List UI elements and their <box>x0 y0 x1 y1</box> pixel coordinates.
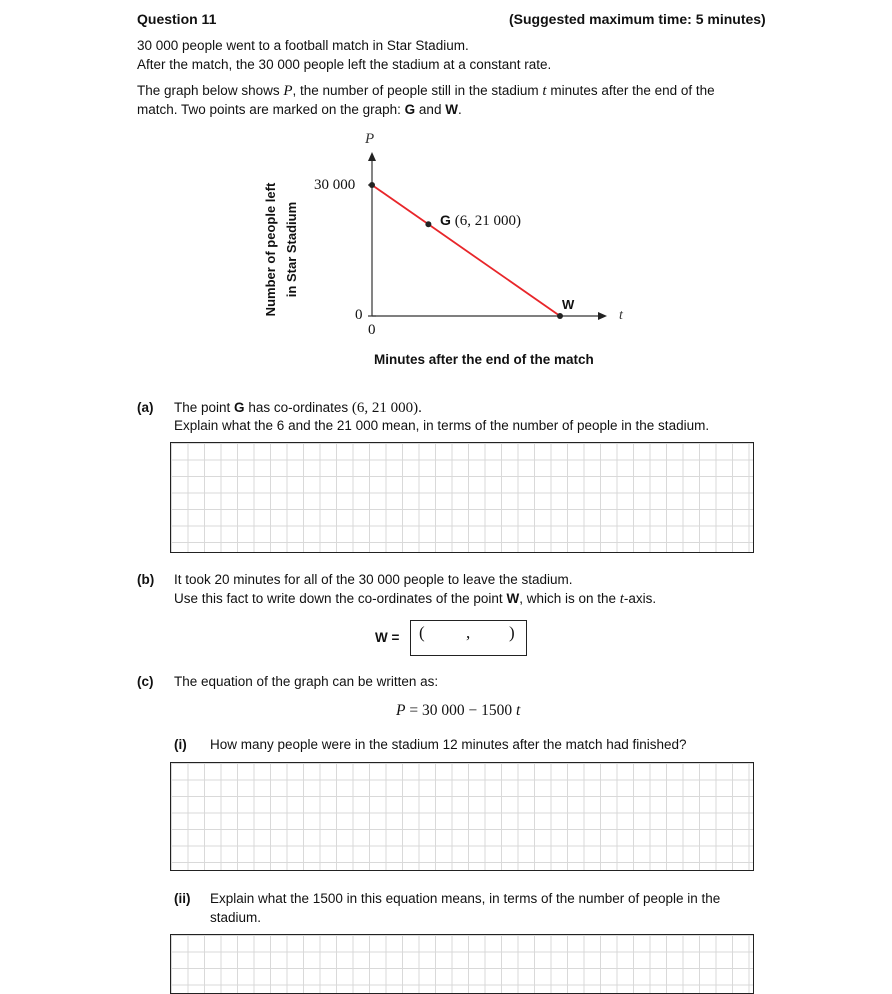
x-axis-label: Minutes after the end of the match <box>374 352 594 367</box>
part-c-i-question: How many people were in the stadium 12 minutes after the match had finished? <box>210 737 687 752</box>
part-c-ii-question-line-2: stadium. <box>210 910 262 925</box>
start-point <box>369 182 375 188</box>
x-tick-0: 0 <box>368 322 376 338</box>
question-title: Question 11 <box>137 11 217 27</box>
intro-line-4: match. Two points are marked on the graph: G and W. <box>137 102 462 117</box>
graph-equation: P = 30 000 − 1500 t <box>396 702 521 719</box>
y-axis-arrow-icon <box>368 152 376 161</box>
y-axis-label: Number of people left in Star Stadium <box>263 182 299 317</box>
part-b-line-1: It took 20 minutes for all of the 30 000 people to leave the stadium. <box>174 572 573 587</box>
part-a-line-1: The point G has co-ordinates (6, 21 000). <box>174 400 422 416</box>
part-c-ii-question-line-1: Explain what the 1500 in this equation means, in terms of the number of people in the <box>210 891 721 906</box>
point-g <box>425 221 431 227</box>
part-c-label: (c) <box>137 674 154 689</box>
intro-line-1: 30 000 people went to a football match in Star Stadium. <box>137 38 469 53</box>
part-c-i-answer-box[interactable] <box>170 762 754 871</box>
point-w-answer-box[interactable] <box>410 620 527 656</box>
y-tick-30000: 30 000 <box>314 177 356 193</box>
y-axis-variable: P <box>365 131 375 147</box>
close-paren: ) <box>509 623 515 642</box>
point-w-label: W <box>562 297 575 312</box>
part-c-intro: The equation of the graph can be written as: <box>174 674 439 689</box>
y-tick-0: 0 <box>355 307 363 323</box>
point-w-answer-label: W = <box>375 630 400 645</box>
part-a-line-2: Explain what the 6 and the 21 000 mean, in terms of the number of people in the stadium. <box>174 418 710 433</box>
open-paren: ( <box>419 623 425 642</box>
intro-line-3: The graph below shows P, the number of people still in the stadium t minutes after the end of the <box>137 83 715 99</box>
part-c-ii-label: (ii) <box>174 891 191 906</box>
part-c-i-label: (i) <box>174 737 187 752</box>
point-g-label: G (6, 21 000) <box>440 212 522 229</box>
x-axis-variable: t <box>619 308 623 323</box>
people-left-graph <box>0 0 892 400</box>
part-a-label: (a) <box>137 400 154 415</box>
part-a-answer-box[interactable] <box>170 442 754 553</box>
suggested-time: (Suggested maximum time: 5 minutes) <box>509 11 766 27</box>
intro-line-2: After the match, the 30 000 people left the stadium at a constant rate. <box>137 57 552 72</box>
part-b-line-2: Use this fact to write down the co-ordinates of the point W, which is on the t-axis. <box>174 591 657 607</box>
point-w <box>557 313 563 319</box>
series-line <box>372 185 560 316</box>
part-b-label: (b) <box>137 572 155 587</box>
part-c-ii-answer-box[interactable] <box>170 934 754 994</box>
comma: , <box>466 623 471 642</box>
x-axis-arrow-icon <box>598 312 607 320</box>
